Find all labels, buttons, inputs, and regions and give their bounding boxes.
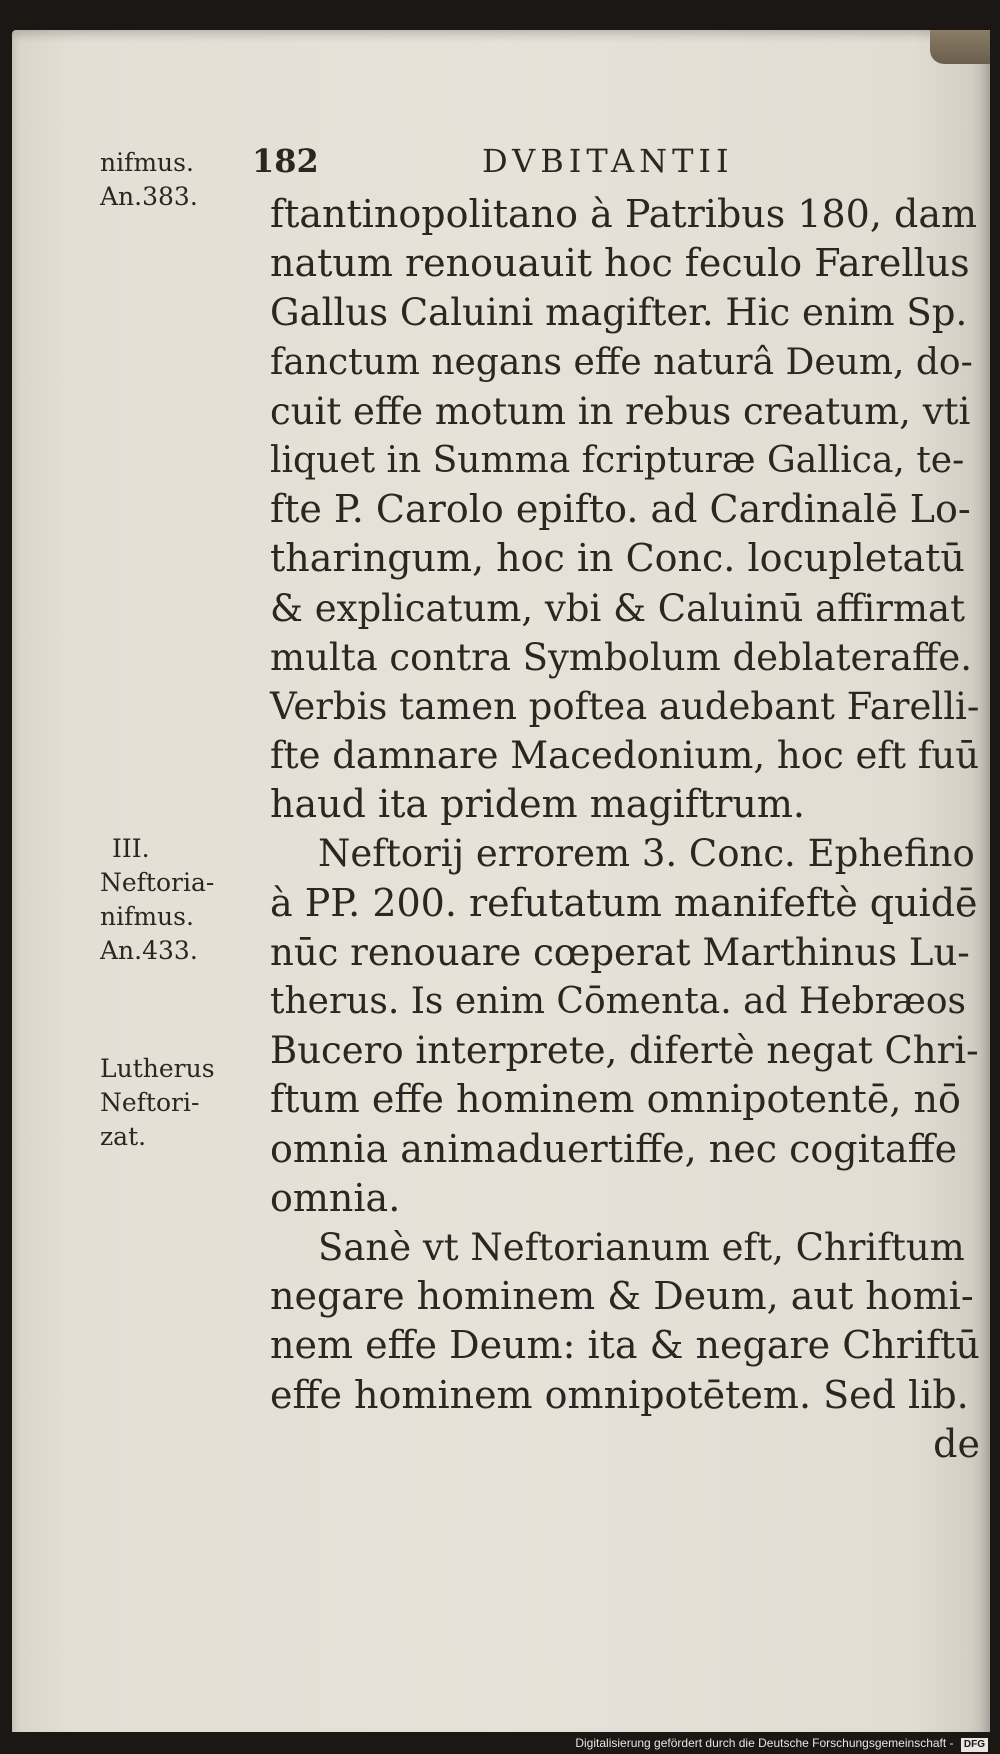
text-line: omnia animaduertiffe, nec cogitaffe [270,1126,958,1171]
text-line: therus. Is enim Cōmenta. ad Hebræos [270,981,966,1022]
text-line: Sanè vt Neftorianum eft, Chriftum [318,1225,965,1269]
text-line: & explicatum, vbi & Caluinū affirmat [270,586,965,630]
text-line: fte damnare Macedonium, hoc eft fuū [270,734,980,778]
dfg-logo-icon: DFG [961,1738,988,1752]
footer-credit: Digitalisierung gefördert durch die Deutsche Forschungsgemeinschaft - [575,1736,954,1750]
margin-note-line: III. [112,834,150,863]
text-line: Gallus Caluini magifter. Hic enim Sp. [270,291,968,335]
margin-note-2 [100,832,214,968]
text-line: haud ita pridem magiftrum. [270,782,805,827]
catchword: de [933,1421,980,1466]
text-line: tharingum, hoc in Conc. locupletatū [270,536,965,581]
margin-note-3 [100,1052,215,1154]
margin-note-line: zat. [100,1122,147,1151]
text-line: ftantinopolitano à Patribus 180, dam [270,192,978,236]
margin-note-line: Neftori- [100,1088,200,1117]
text-line: fanctum negans effe naturâ Deum, do- [270,341,973,383]
text-line: effe hominem omnipotētem. Sed lib. [270,1372,969,1417]
margin-note-1 [100,146,198,214]
margin-note-line: nifmus. [100,148,194,177]
text-line: Verbis tamen poftea audebant Farelli- [270,684,980,728]
text-line: fte P. Carolo epifto. ad Cardinalē Lo- [270,487,971,532]
margin-note-line: An.433. [100,936,198,965]
text-line: nūc renouare cœperat Marthinus Lu- [270,930,970,974]
margin-note-line: Neftoria- [100,868,215,897]
text-line: nem effe Deum: ita & negare Chriftū [270,1323,980,1368]
margin-note-line: Lutherus [100,1054,215,1083]
page-corner [930,30,990,64]
body-text [270,190,980,1469]
text-line: Neftorij errorem 3. Conc. Ephefino [318,832,975,876]
text-line: negare hominem & Deum, aut homi- [270,1274,974,1319]
margin-note-line: nifmus. [100,902,194,931]
text-line: multa contra Symbolum deblateraffe. [270,635,973,679]
running-title: DVBITANTII [482,142,734,180]
digitization-footer [0,1732,1000,1754]
text-line: natum renouauit hoc feculo Farellus [270,241,970,286]
text-line: omnia. [270,1175,401,1220]
book-page [12,30,990,1742]
page-number: 182 [252,142,319,180]
text-line: ftum effe hominem omnipotentē, nō [270,1077,961,1122]
margin-notes [100,30,250,1151]
text-line: cuit effe motum in rebus creatum, vti [270,389,971,433]
text-line: à PP. 200. refutatum manifeftè quidē [270,880,978,925]
text-line: Bucero interprete, difertè negat Chri- [270,1029,979,1073]
margin-note-line: An.383. [100,182,198,211]
text-line: liquet in Summa fcripturæ Gallica, te- [270,439,965,481]
